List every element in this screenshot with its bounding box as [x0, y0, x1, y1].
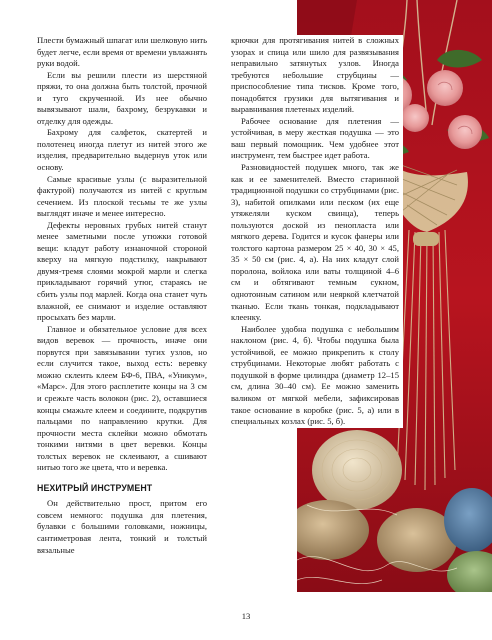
page-number: 13 — [241, 611, 251, 621]
right-column — [231, 35, 399, 428]
paragraph: Дефекты неровных грубых нитей станут менее заметными после утюжки готовой вещи: кладут работу изнаночной стороной кверху на мягкую подстилку, накрывают двумя-тремя слоями мокрой марли и слегка прикладывают горячий утюг, стараясь не сбить узлы под марлей. Когда она станет чуть влажной, ее снимают и изделие оставляют просыхать без марли. — [37, 219, 207, 323]
right-column-text-panel — [231, 35, 403, 428]
paragraph: Самые красивые узлы (с выразительной фактурой) получаются из нитей с круглым сечением. Из плоской тесьмы те же узлы выглядят иначе и менее интересно. — [37, 173, 207, 219]
paragraph: Бахрому для салфеток, скатертей и полотенец иногда плетут из нитей этого же изделия, предварительно выдернув уток или основу. — [37, 127, 207, 173]
paragraph: Рабочее основание для плетения — устойчивая, в меру жесткая подушка — это ваш первый помощник. Чем удобнее этот инструмент, тем быстрее идет работа. — [231, 115, 399, 161]
paragraph: Разновидностей подушек много, так же как и ее заменителей. Вместо старинной традиционной подушки со струбцинами (рис. 3), набитой опилками или песком (их еще утяжеляли куском свинца), теперь пользуются доской из пенопласта или мягкого дерева. Годится и кусок фанеры или толстого картона размером 25 × 40, 30 × 45, 35 × 50 см (рис. 4, а). На них кладут слой поролона, войлока или ваты толщиной 4–6 см и обтягивают темным сукном, однотонным сатином или неяркой клетчатой тканью. Если ткань тонкая, подкладывают клеенку. — [231, 162, 399, 323]
paragraph: Наиболее удобна подушка с небольшим наклоном (рис. 4, б). Чтобы подушка была устойчивой, ее можно прикрепить к столу струбцинами. Некоторые любят работать с подушкой в форме цилиндра (диаметр 12–15 см, длина 30–40 см). Ее можно заменить валиком от мягкой мебели, зафиксировав такое основание в коробке (рис. 5, а) или в специальных козлах (рис. 5, б). — [231, 323, 399, 427]
section-heading: НЕХИТРЫЙ ИНСТРУМЕНТ — [37, 482, 153, 493]
paragraph: Он действительно прост, притом его совсем немного: подушка для плетения, булавки с большими головками, ножницы, сантиметровая лента, тонкий и толстый вязальные — [37, 498, 207, 555]
left-column — [37, 35, 207, 556]
paragraph: крючки для протягивания нитей в сложных узорах и спица или шило для развязывания неправильно затянутых узлов. Иногда требуются небольшие струбцины — приспособление типа тисков. Кроме того, понадобятся грузики для вытягивания и выравнивания плетеных изделий. — [231, 35, 399, 115]
paragraph: Если вы решили плести из шерстяной пряжи, то она должна быть толстой, прочной и туго скрученной. Из нее обычно вывязывают шали, бахрому, безрукавки и отделку для одежды. — [37, 69, 207, 126]
paragraph: Плести бумажный шпагат или шелковую нить будет легче, если время от времени увлажнять руки водой. — [37, 35, 207, 69]
paragraph: Главное и обязательное условие для всех видов веревок — прочность, иначе они порвутся при завязывании тугих узлов, но если случится такое, выход есть: веревку можно склеить клеем БФ-6, ПВА, «Уникум», «Марс». Для этого расплетите концы на 3 см и срежьте часть волокон (рис. 2), оставшиеся концы смажьте клеем и соедините, подкрутив пальцами по направлению крутки. Для прочности места склейки можно обмотать тонкими нитями в цвет веревки. Концы толстых веревок не склеивают, а сшивают нитью того же цвета, что и веревка. — [37, 323, 207, 473]
